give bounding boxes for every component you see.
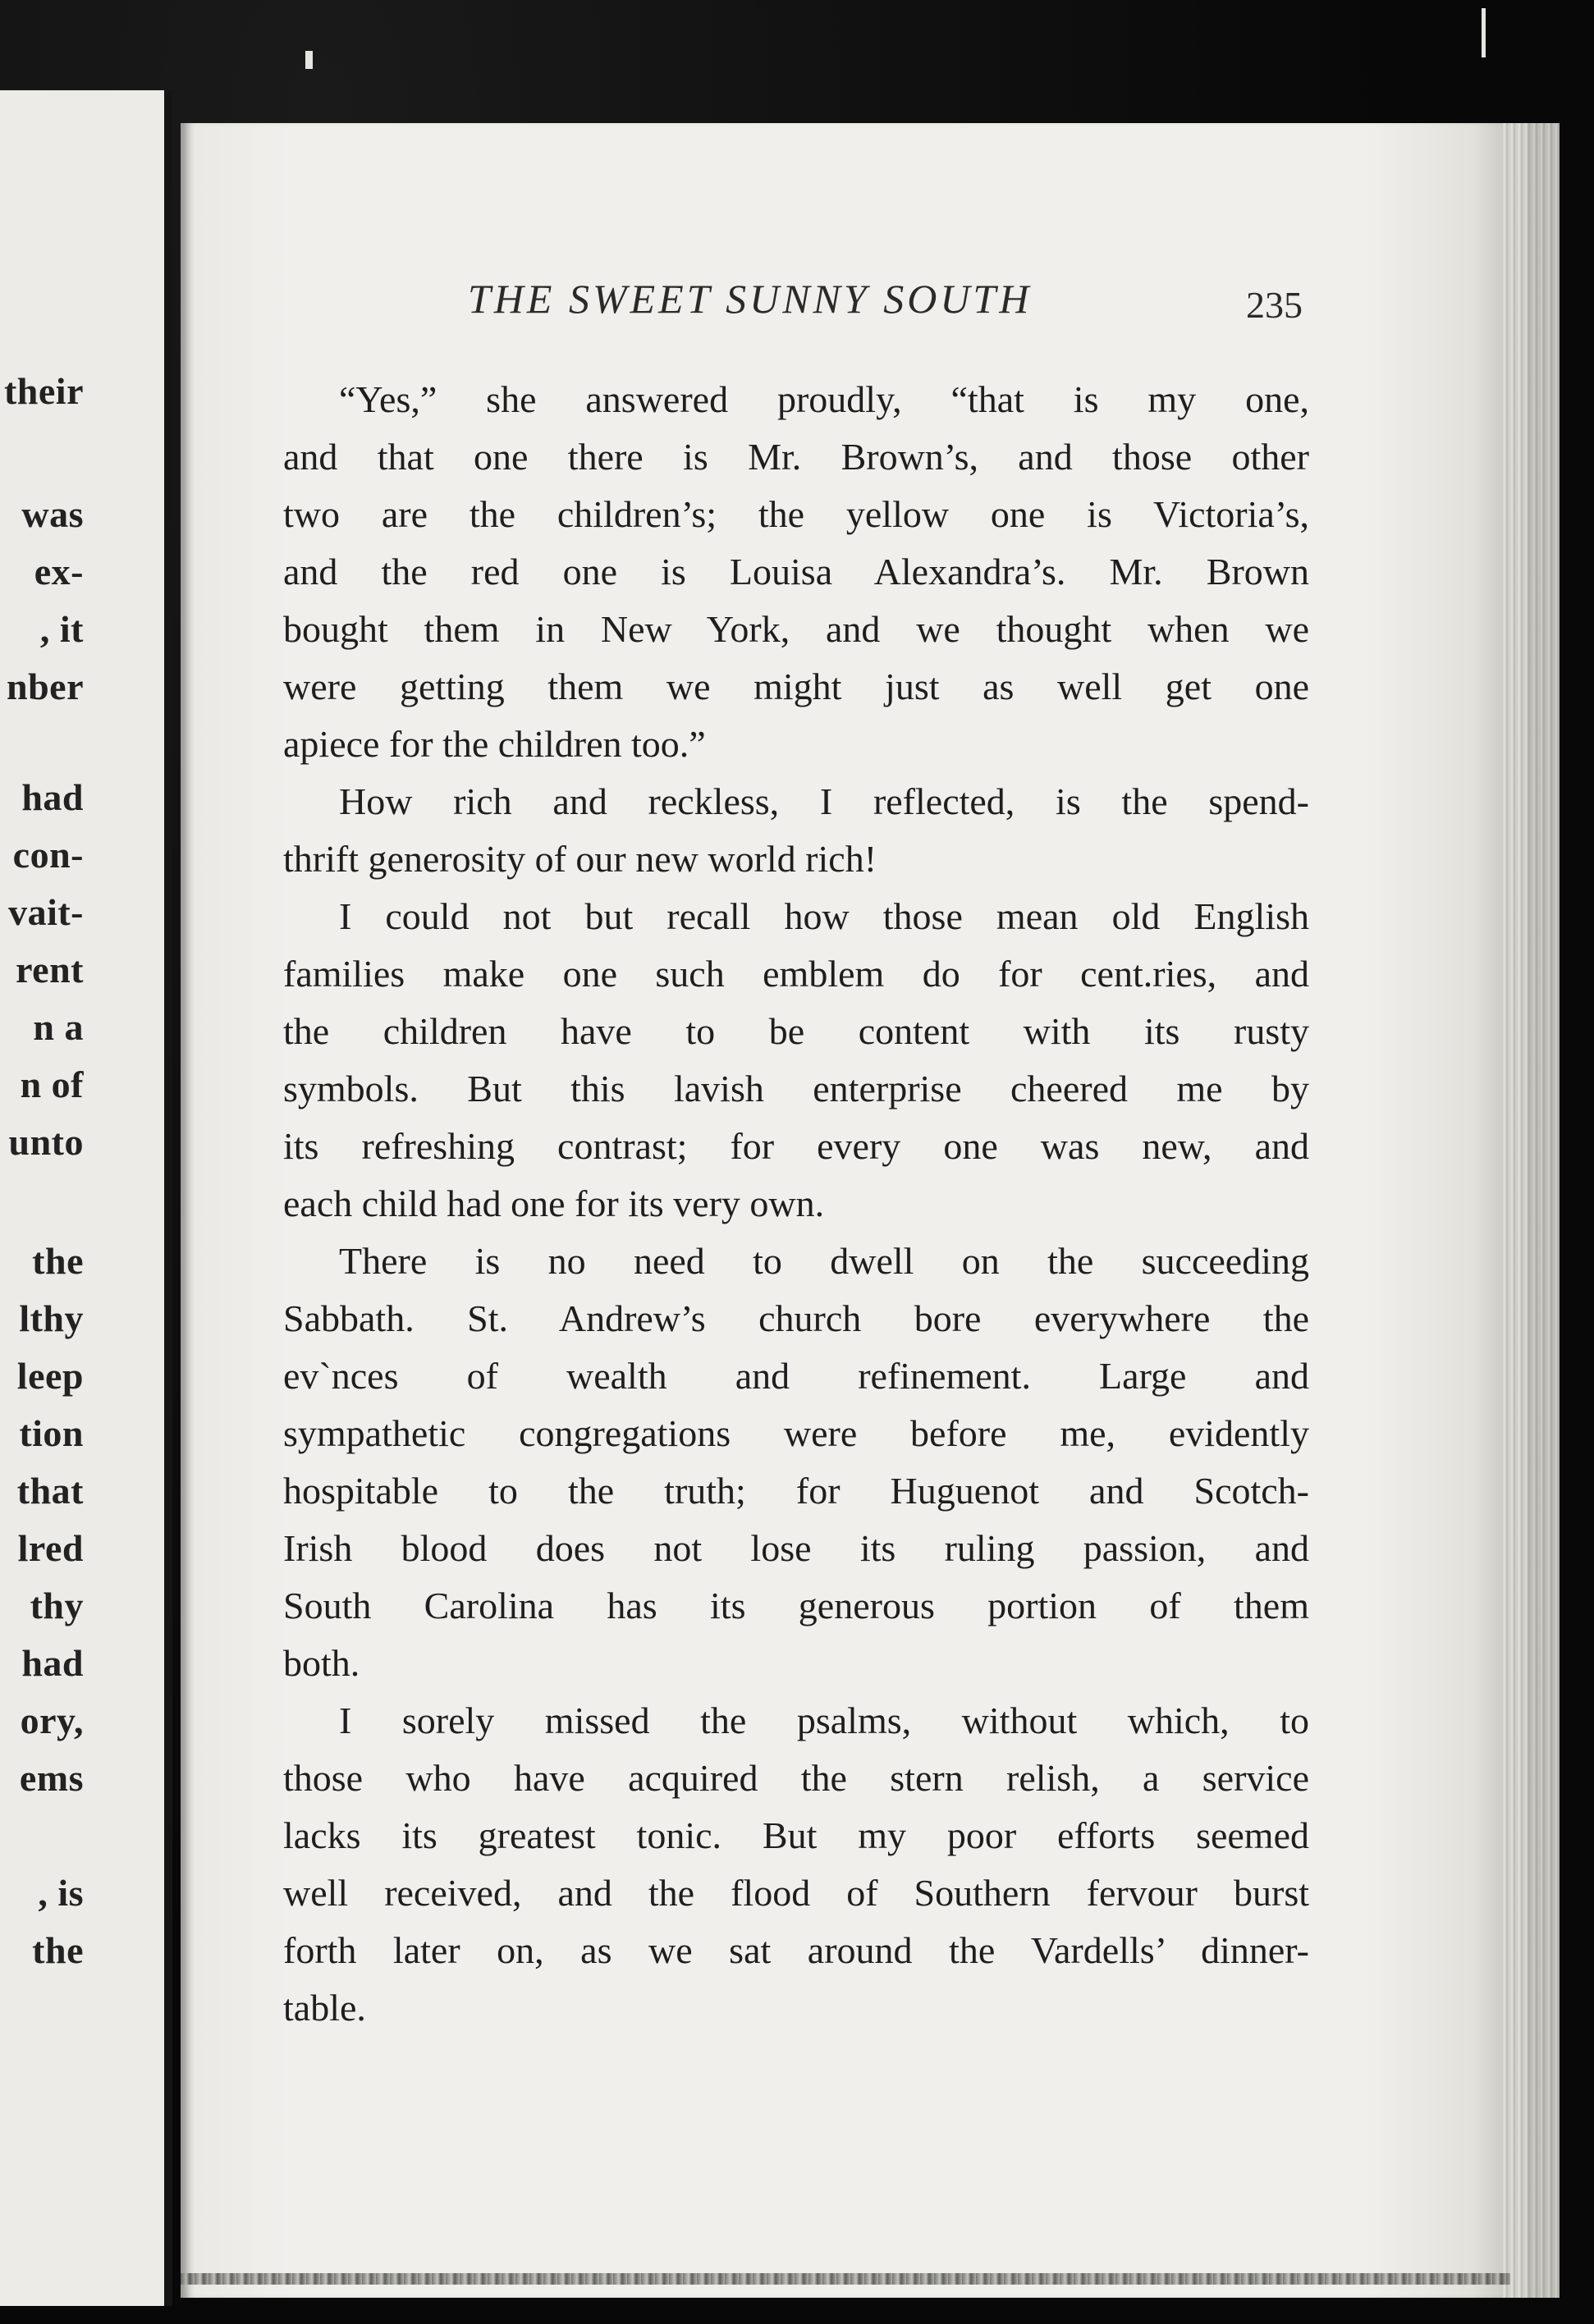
- page-bottom-edge: [181, 2273, 1510, 2285]
- left-page-text: rent: [16, 949, 84, 990]
- text-line: well received, and the flood of Southern fervour burst: [283, 1872, 1309, 1914]
- text-line: the children have to be content with its rusty: [283, 1010, 1309, 1052]
- left-page-text: the: [32, 1240, 84, 1282]
- left-page-fragment: [0, 90, 172, 2306]
- left-page-text: vait-: [8, 891, 84, 933]
- left-page-text: n a: [33, 1006, 84, 1048]
- left-page-text: nber: [7, 666, 84, 707]
- left-page-text: lthy: [19, 1297, 84, 1339]
- text-line: ev`nces of wealth and refinement. Large and: [283, 1355, 1309, 1397]
- text-line: I sorely missed the psalms, without which, to: [339, 1700, 1309, 1741]
- text-line: How rich and reckless, I reflected, is the spend-: [339, 780, 1309, 822]
- text-line: symbols. But this lavish enterprise cheered me by: [283, 1068, 1309, 1109]
- left-page-text: , is: [38, 1872, 84, 1914]
- text-line: hospitable to the truth; for Huguenot and Scotch-: [283, 1470, 1309, 1512]
- left-page-text: unto: [8, 1121, 84, 1163]
- text-line: table.: [283, 1987, 366, 2029]
- left-page-text: thy: [30, 1585, 84, 1626]
- left-page-text: was: [21, 493, 84, 535]
- text-line: and the red one is Louisa Alexandra’s. Mr. Brown: [283, 551, 1309, 592]
- text-line: forth later on, as we sat around the Vardells’ dinner-: [283, 1929, 1309, 1971]
- text-line: families make one such emblem do for cent.ries, and: [283, 953, 1309, 995]
- page-number: 235: [1246, 284, 1303, 326]
- running-head: THE SWEET SUNNY SOUTH: [468, 276, 1033, 322]
- text-line: its refreshing contrast; for every one was new, and: [283, 1125, 1309, 1167]
- left-page-text: ems: [19, 1757, 84, 1799]
- text-line: thrift generosity of our new world rich!: [283, 838, 877, 880]
- left-page-text: con-: [12, 834, 84, 876]
- text-line: Sabbath. St. Andrew’s church bore everywhere the: [283, 1297, 1309, 1339]
- left-page-text: ex-: [34, 551, 84, 592]
- text-line: I could not but recall how those mean old English: [339, 895, 1309, 937]
- text-line: both.: [283, 1642, 360, 1684]
- page-edge: [1502, 123, 1560, 2298]
- text-line: and that one there is Mr. Brown’s, and those other: [283, 436, 1309, 478]
- text-line: “Yes,” she answered proudly, “that is my one,: [339, 378, 1309, 420]
- text-line: those who have acquired the stern relish, a service: [283, 1757, 1309, 1799]
- text-line: two are the children’s; the yellow one is Victoria’s,: [283, 493, 1309, 535]
- left-page-text: n of: [20, 1064, 84, 1105]
- text-line: There is no need to dwell on the succeeding: [339, 1240, 1309, 1282]
- body-text: [283, 371, 1309, 2037]
- text-line: lacks its greatest tonic. But my poor efforts seemed: [283, 1814, 1309, 1856]
- text-line: were getting them we might just as well get one: [283, 666, 1309, 707]
- left-page-text: had: [21, 776, 84, 818]
- left-page-text: the: [32, 1929, 84, 1971]
- text-line: South Carolina has its generous portion of them: [283, 1585, 1309, 1626]
- left-page-text: lred: [17, 1527, 84, 1569]
- left-page-text: , it: [39, 608, 84, 650]
- text-line: sympathetic congregations were before me, evidently: [283, 1412, 1309, 1454]
- text-line: Irish blood does not lose its ruling passion, and: [283, 1527, 1309, 1569]
- text-line: apiece for the children too.”: [283, 723, 706, 765]
- left-page-text: had: [21, 1642, 84, 1684]
- scan-fleck: [305, 51, 313, 69]
- left-page-text: their: [3, 370, 84, 412]
- scan-fleck: [1482, 8, 1486, 57]
- text-line: bought them in New York, and we thought when we: [283, 608, 1309, 650]
- text-line: each child had one for its very own.: [283, 1183, 825, 1224]
- left-page-text: that: [16, 1470, 84, 1512]
- left-page-text: leep: [16, 1355, 84, 1397]
- left-page-text: ory,: [20, 1700, 84, 1741]
- left-page-text: tion: [19, 1412, 84, 1454]
